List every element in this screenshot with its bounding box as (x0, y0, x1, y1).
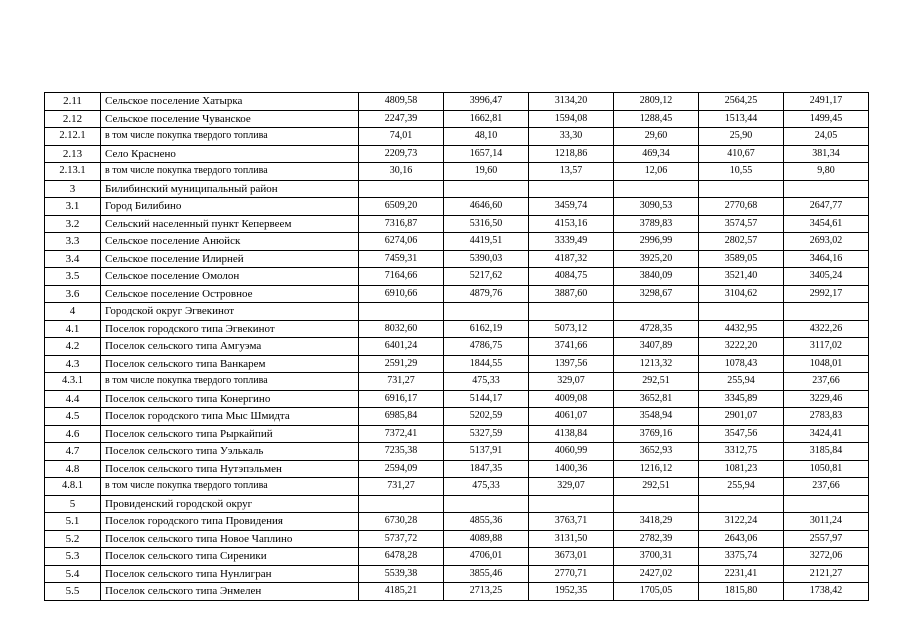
value-cell: 24,05 (784, 128, 869, 146)
value-cell: 4009,08 (529, 390, 614, 408)
value-cell: 4786,75 (444, 338, 529, 356)
value-cell (529, 495, 614, 513)
value-cell: 237,66 (784, 373, 869, 391)
value-cell: 3925,20 (614, 250, 699, 268)
value-cell: 4061,07 (529, 408, 614, 426)
settlement-name-cell: Сельское поселение Анюйск (101, 233, 359, 251)
row-number-cell: 4.2 (45, 338, 101, 356)
value-cell: 48,10 (444, 128, 529, 146)
value-cell: 6509,20 (359, 198, 444, 216)
table-row (45, 530, 869, 548)
value-cell: 2713,25 (444, 583, 529, 601)
row-number-cell: 2.13.1 (45, 163, 101, 181)
value-cell: 3134,20 (529, 93, 614, 111)
value-cell: 30,16 (359, 163, 444, 181)
settlement-name-cell: Город Билибино (101, 198, 359, 216)
settlement-name-cell: Поселок сельского типа Нутэпэльмен (101, 460, 359, 478)
row-number-cell: 4 (45, 303, 101, 321)
value-cell: 3312,75 (699, 443, 784, 461)
settlement-name-cell: Поселок городского типа Провидения (101, 513, 359, 531)
value-cell: 3589,05 (699, 250, 784, 268)
value-cell: 3405,24 (784, 268, 869, 286)
row-number-cell: 3.2 (45, 215, 101, 233)
row-number-cell: 4.8.1 (45, 478, 101, 496)
value-cell: 3887,60 (529, 285, 614, 303)
value-cell (444, 180, 529, 198)
value-cell (444, 495, 529, 513)
value-cell: 7459,31 (359, 250, 444, 268)
row-number-cell: 4.4 (45, 390, 101, 408)
value-cell: 3548,94 (614, 408, 699, 426)
tariff-table (44, 92, 869, 601)
value-cell: 475,33 (444, 478, 529, 496)
row-number-cell: 4.3 (45, 355, 101, 373)
settlement-name-cell: Поселок сельского типа Амгуэма (101, 338, 359, 356)
value-cell: 4646,60 (444, 198, 529, 216)
value-cell: 8032,60 (359, 320, 444, 338)
value-cell: 3464,16 (784, 250, 869, 268)
value-cell (699, 180, 784, 198)
value-cell: 3298,67 (614, 285, 699, 303)
value-cell: 3272,06 (784, 548, 869, 566)
row-number-cell: 4.3.1 (45, 373, 101, 391)
table-row (45, 163, 869, 181)
value-cell: 1050,81 (784, 460, 869, 478)
value-cell: 4138,84 (529, 425, 614, 443)
settlement-name-cell: Поселок сельского типа Новое Чаплино (101, 530, 359, 548)
value-cell: 731,27 (359, 373, 444, 391)
value-cell: 2209,73 (359, 145, 444, 163)
table-row (45, 548, 869, 566)
value-cell: 3840,09 (614, 268, 699, 286)
value-cell: 3454,61 (784, 215, 869, 233)
value-cell: 5137,91 (444, 443, 529, 461)
value-cell: 19,60 (444, 163, 529, 181)
row-number-cell: 2.13 (45, 145, 101, 163)
value-cell: 4084,75 (529, 268, 614, 286)
value-cell: 3741,66 (529, 338, 614, 356)
value-cell: 1513,44 (699, 110, 784, 128)
row-number-cell: 4.1 (45, 320, 101, 338)
value-cell (359, 303, 444, 321)
value-cell: 475,33 (444, 373, 529, 391)
value-cell: 2121,27 (784, 565, 869, 583)
value-cell: 1397,56 (529, 355, 614, 373)
table-row (45, 110, 869, 128)
value-cell: 4809,58 (359, 93, 444, 111)
value-cell: 2770,71 (529, 565, 614, 583)
value-cell: 2643,06 (699, 530, 784, 548)
value-cell: 7164,66 (359, 268, 444, 286)
value-cell (359, 180, 444, 198)
value-cell: 2557,97 (784, 530, 869, 548)
table-row (45, 513, 869, 531)
table-row (45, 215, 869, 233)
value-cell: 3789,83 (614, 215, 699, 233)
value-cell: 5073,12 (529, 320, 614, 338)
row-number-cell: 3.3 (45, 233, 101, 251)
value-cell: 1288,45 (614, 110, 699, 128)
row-number-cell: 5.3 (45, 548, 101, 566)
settlement-name-cell: Сельское поселение Чуванское (101, 110, 359, 128)
row-number-cell: 2.12 (45, 110, 101, 128)
value-cell: 3131,50 (529, 530, 614, 548)
value-cell: 2996,99 (614, 233, 699, 251)
row-number-cell: 3 (45, 180, 101, 198)
value-cell (359, 495, 444, 513)
value-cell: 12,06 (614, 163, 699, 181)
value-cell (444, 303, 529, 321)
value-cell: 3459,74 (529, 198, 614, 216)
value-cell: 1705,05 (614, 583, 699, 601)
value-cell: 7235,38 (359, 443, 444, 461)
value-cell: 1952,35 (529, 583, 614, 601)
value-cell: 2693,02 (784, 233, 869, 251)
value-cell: 6162,19 (444, 320, 529, 338)
row-number-cell: 2.11 (45, 93, 101, 111)
value-cell: 2770,68 (699, 198, 784, 216)
value-cell: 13,57 (529, 163, 614, 181)
value-cell (784, 180, 869, 198)
value-cell: 1213,32 (614, 355, 699, 373)
value-cell: 6730,28 (359, 513, 444, 531)
value-cell: 292,51 (614, 373, 699, 391)
value-cell: 1400,36 (529, 460, 614, 478)
value-cell: 7372,41 (359, 425, 444, 443)
value-cell: 469,34 (614, 145, 699, 163)
value-cell: 3117,02 (784, 338, 869, 356)
settlement-name-cell: Городской округ Эгвекинот (101, 303, 359, 321)
value-cell: 4879,76 (444, 285, 529, 303)
value-cell (699, 495, 784, 513)
value-cell: 4153,16 (529, 215, 614, 233)
value-cell: 2992,17 (784, 285, 869, 303)
value-cell: 237,66 (784, 478, 869, 496)
value-cell: 292,51 (614, 478, 699, 496)
value-cell: 4432,95 (699, 320, 784, 338)
value-cell: 29,60 (614, 128, 699, 146)
value-cell: 3345,89 (699, 390, 784, 408)
row-number-cell: 4.5 (45, 408, 101, 426)
value-cell: 3104,62 (699, 285, 784, 303)
table-row (45, 180, 869, 198)
row-number-cell: 4.8 (45, 460, 101, 478)
value-cell: 6985,84 (359, 408, 444, 426)
value-cell: 2809,12 (614, 93, 699, 111)
value-cell: 25,90 (699, 128, 784, 146)
value-cell: 3996,47 (444, 93, 529, 111)
row-number-cell: 3.6 (45, 285, 101, 303)
value-cell: 255,94 (699, 478, 784, 496)
value-cell: 1499,45 (784, 110, 869, 128)
value-cell: 329,07 (529, 478, 614, 496)
table-row (45, 285, 869, 303)
settlement-name-cell: в том числе покупка твердого топлива (101, 478, 359, 496)
row-number-cell: 3.5 (45, 268, 101, 286)
settlement-name-cell: Поселок городского типа Эгвекинот (101, 320, 359, 338)
value-cell: 3521,40 (699, 268, 784, 286)
row-number-cell: 4.6 (45, 425, 101, 443)
table-row (45, 565, 869, 583)
value-cell (614, 180, 699, 198)
row-number-cell: 3.1 (45, 198, 101, 216)
value-cell: 2647,77 (784, 198, 869, 216)
value-cell: 3652,93 (614, 443, 699, 461)
value-cell: 3763,71 (529, 513, 614, 531)
value-cell: 3769,16 (614, 425, 699, 443)
row-number-cell: 5.5 (45, 583, 101, 601)
row-number-cell: 5.4 (45, 565, 101, 583)
value-cell: 6916,17 (359, 390, 444, 408)
value-cell: 2782,39 (614, 530, 699, 548)
table-row (45, 233, 869, 251)
table-row (45, 460, 869, 478)
value-cell: 3652,81 (614, 390, 699, 408)
value-cell (614, 495, 699, 513)
value-cell: 3700,31 (614, 548, 699, 566)
value-cell: 2802,57 (699, 233, 784, 251)
value-cell: 1657,14 (444, 145, 529, 163)
value-cell: 381,34 (784, 145, 869, 163)
value-cell: 5737,72 (359, 530, 444, 548)
settlement-name-cell: в том числе покупка твердого топлива (101, 373, 359, 391)
settlement-name-cell: Поселок городского типа Мыс Шмидта (101, 408, 359, 426)
value-cell: 2901,07 (699, 408, 784, 426)
value-cell: 1078,43 (699, 355, 784, 373)
value-cell: 2427,02 (614, 565, 699, 583)
value-cell: 3418,29 (614, 513, 699, 531)
value-cell: 5539,38 (359, 565, 444, 583)
value-cell: 33,30 (529, 128, 614, 146)
table-row (45, 390, 869, 408)
settlement-name-cell: Сельское поселение Хатырка (101, 93, 359, 111)
row-number-cell: 5.2 (45, 530, 101, 548)
value-cell: 2231,41 (699, 565, 784, 583)
table-row (45, 198, 869, 216)
value-cell (784, 303, 869, 321)
table-row (45, 478, 869, 496)
row-number-cell: 5 (45, 495, 101, 513)
value-cell: 2491,17 (784, 93, 869, 111)
value-cell: 4089,88 (444, 530, 529, 548)
value-cell: 4060,99 (529, 443, 614, 461)
value-cell: 3547,56 (699, 425, 784, 443)
value-cell: 4185,21 (359, 583, 444, 601)
settlement-name-cell: Поселок сельского типа Энмелен (101, 583, 359, 601)
value-cell: 3090,53 (614, 198, 699, 216)
value-cell: 4728,35 (614, 320, 699, 338)
settlement-name-cell: Поселок сельского типа Рыркайпий (101, 425, 359, 443)
table-row (45, 93, 869, 111)
value-cell: 2247,39 (359, 110, 444, 128)
settlement-name-cell: Село Краснено (101, 145, 359, 163)
value-cell: 3229,46 (784, 390, 869, 408)
value-cell: 1218,86 (529, 145, 614, 163)
table-row (45, 128, 869, 146)
table-row (45, 443, 869, 461)
table-row (45, 320, 869, 338)
table-row (45, 495, 869, 513)
value-cell: 1815,80 (699, 583, 784, 601)
value-cell: 5390,03 (444, 250, 529, 268)
value-cell: 4855,36 (444, 513, 529, 531)
value-cell: 329,07 (529, 373, 614, 391)
value-cell: 3011,24 (784, 513, 869, 531)
value-cell: 3122,24 (699, 513, 784, 531)
table-row (45, 338, 869, 356)
value-cell: 1847,35 (444, 460, 529, 478)
value-cell: 2591,29 (359, 355, 444, 373)
settlement-name-cell: Поселок сельского типа Сиреники (101, 548, 359, 566)
table-row (45, 408, 869, 426)
value-cell: 1216,12 (614, 460, 699, 478)
value-cell (699, 303, 784, 321)
table-row (45, 425, 869, 443)
value-cell: 3574,57 (699, 215, 784, 233)
value-cell: 3185,84 (784, 443, 869, 461)
row-number-cell: 4.7 (45, 443, 101, 461)
value-cell (614, 303, 699, 321)
value-cell: 2594,09 (359, 460, 444, 478)
table-body (45, 93, 869, 601)
value-cell: 1081,23 (699, 460, 784, 478)
value-cell: 731,27 (359, 478, 444, 496)
value-cell (529, 180, 614, 198)
value-cell: 4322,26 (784, 320, 869, 338)
settlement-name-cell: Билибинский муниципальный район (101, 180, 359, 198)
value-cell: 3855,46 (444, 565, 529, 583)
value-cell: 255,94 (699, 373, 784, 391)
settlement-name-cell: Сельский населенный пункт Кепервеем (101, 215, 359, 233)
value-cell: 6401,24 (359, 338, 444, 356)
value-cell: 9,80 (784, 163, 869, 181)
settlement-name-cell: Провиденский городской округ (101, 495, 359, 513)
table-row (45, 373, 869, 391)
value-cell: 3424,41 (784, 425, 869, 443)
value-cell: 1048,01 (784, 355, 869, 373)
value-cell: 4706,01 (444, 548, 529, 566)
value-cell (529, 303, 614, 321)
value-cell: 2564,25 (699, 93, 784, 111)
value-cell: 3375,74 (699, 548, 784, 566)
value-cell: 5217,62 (444, 268, 529, 286)
settlement-name-cell: в том числе покупка твердого топлива (101, 163, 359, 181)
value-cell: 1662,81 (444, 110, 529, 128)
settlement-name-cell: Поселок сельского типа Ванкарем (101, 355, 359, 373)
settlement-name-cell: Поселок сельского типа Уэлькаль (101, 443, 359, 461)
value-cell: 1594,08 (529, 110, 614, 128)
value-cell: 1844,55 (444, 355, 529, 373)
value-cell: 3222,20 (699, 338, 784, 356)
value-cell: 4187,32 (529, 250, 614, 268)
table-row (45, 268, 869, 286)
value-cell: 1738,42 (784, 583, 869, 601)
value-cell: 7316,87 (359, 215, 444, 233)
table-row (45, 355, 869, 373)
row-number-cell: 2.12.1 (45, 128, 101, 146)
value-cell: 74,01 (359, 128, 444, 146)
settlement-name-cell: Поселок сельского типа Нунлигран (101, 565, 359, 583)
value-cell: 10,55 (699, 163, 784, 181)
value-cell: 5316,50 (444, 215, 529, 233)
value-cell (784, 495, 869, 513)
settlement-name-cell: Сельское поселение Омолон (101, 268, 359, 286)
value-cell: 5202,59 (444, 408, 529, 426)
value-cell: 3673,01 (529, 548, 614, 566)
table-row (45, 583, 869, 601)
value-cell: 410,67 (699, 145, 784, 163)
row-number-cell: 5.1 (45, 513, 101, 531)
settlement-name-cell: Сельское поселение Илирней (101, 250, 359, 268)
value-cell: 6910,66 (359, 285, 444, 303)
value-cell: 4419,51 (444, 233, 529, 251)
settlement-name-cell: Сельское поселение Островное (101, 285, 359, 303)
row-number-cell: 3.4 (45, 250, 101, 268)
value-cell: 5327,59 (444, 425, 529, 443)
settlement-name-cell: Поселок сельского типа Конергино (101, 390, 359, 408)
settlement-name-cell: в том числе покупка твердого топлива (101, 128, 359, 146)
value-cell: 3339,49 (529, 233, 614, 251)
value-cell: 6478,28 (359, 548, 444, 566)
table-row (45, 250, 869, 268)
value-cell: 2783,83 (784, 408, 869, 426)
value-cell: 5144,17 (444, 390, 529, 408)
table-row (45, 303, 869, 321)
value-cell: 3407,89 (614, 338, 699, 356)
value-cell: 6274,06 (359, 233, 444, 251)
table-row (45, 145, 869, 163)
